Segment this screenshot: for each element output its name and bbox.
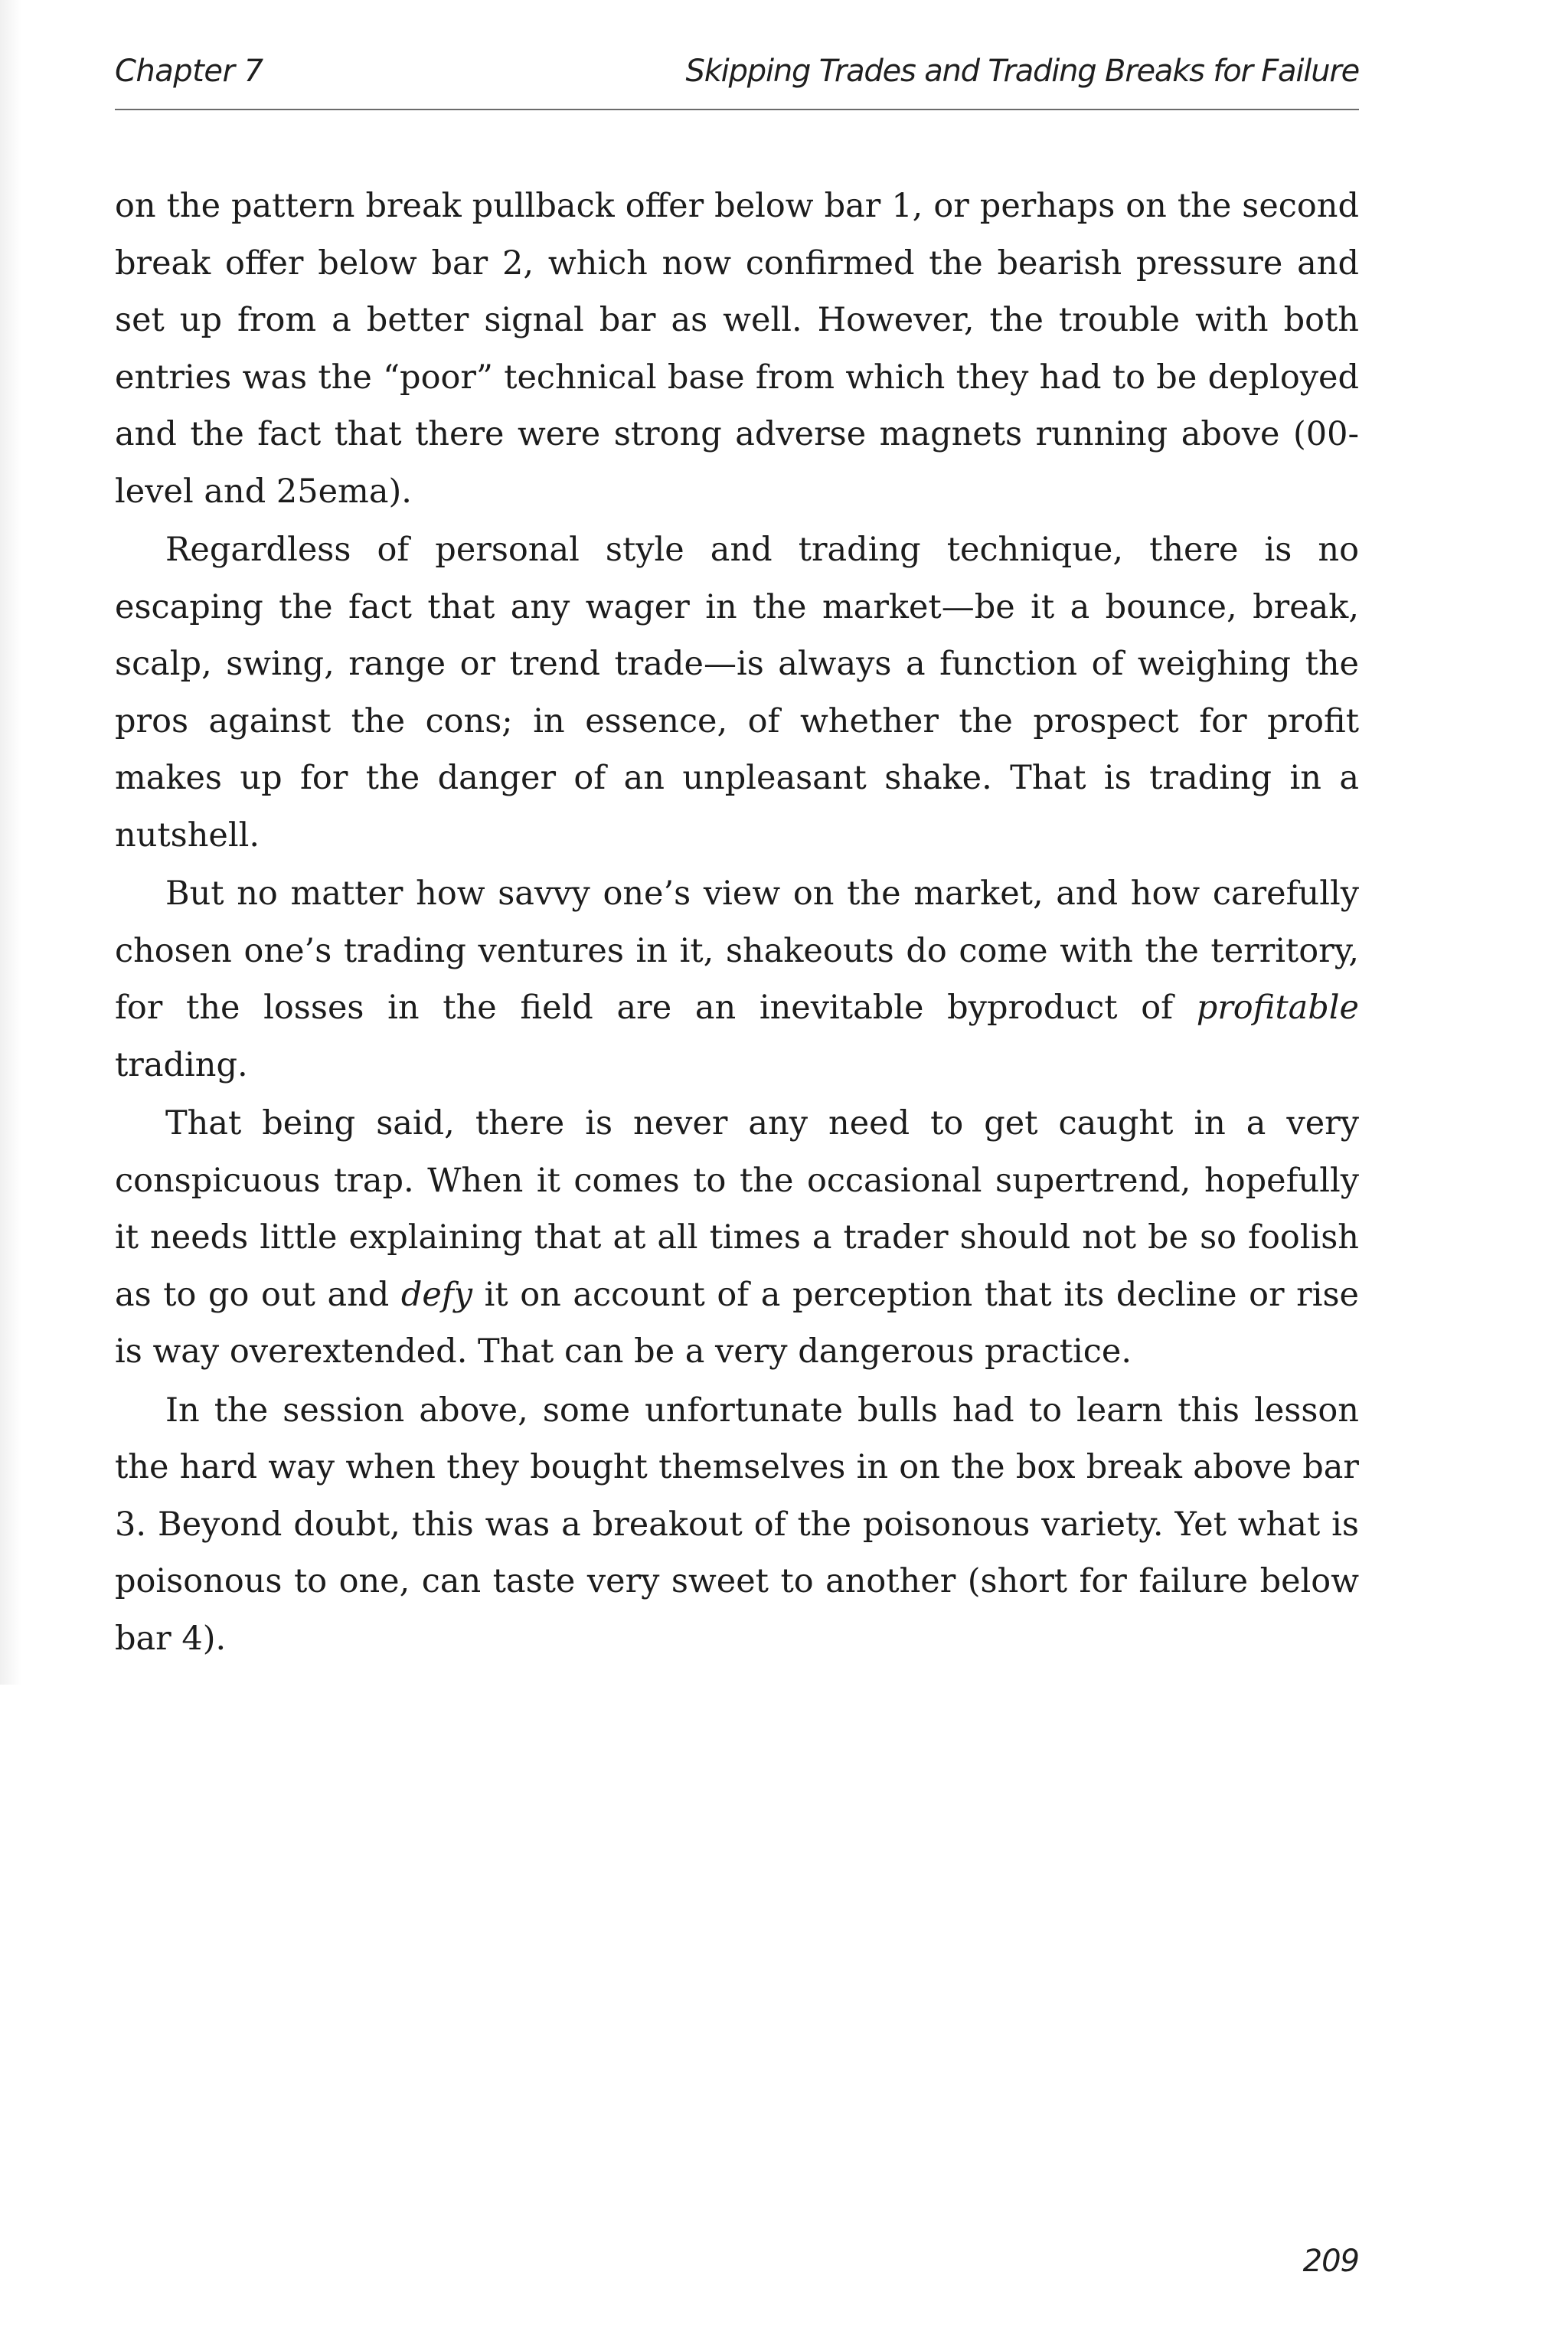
chapter-title: Skipping Trades and Trading Breaks for Failure — [685, 54, 1359, 89]
page-edge-shadow — [0, 0, 21, 1685]
paragraph-5: In the session above, some unfortunate bulls had to learn this lesson the hard way when they bought themselves in on the box break above bar 3. Beyond doubt, this was a breakout of the poisonous variety. Yet what is poisonous to one, can taste very sweet to another (short for failure below bar 4). — [115, 1391, 1359, 1658]
paragraph-3-text-after: trading. — [115, 1045, 248, 1084]
paragraph-4 — [115, 1095, 1359, 1381]
paragraph-4-text-before: That being said, there is never any need to get caught in a very conspicuous trap. When it comes to the occasional supertrend, hopefully it needs little explaining that at all times a trader should not be so foolish as to go out and — [115, 1104, 1359, 1314]
paragraph-4-text-after: it on account of a perception that its decline or rise is way overextended. That can be a very dangerous practice. — [115, 1275, 1359, 1371]
emphasis-defy: defy — [400, 1275, 473, 1314]
paragraph-2: Regardless of personal style and trading technique, there is no escaping the fact that any wager in the market—be it a bounce, break, scalp, swing, range or trend trade—is always a function of weighing the pros against the cons; in essence, of whether the prospect for profit makes up for the danger of an unpleasant shake. That is trading in a nutshell. — [115, 531, 1359, 855]
paragraph-3 — [115, 865, 1359, 1093]
chapter-label: Chapter 7 — [115, 54, 263, 89]
paragraph-1: on the pattern break pullback offer below bar 1, or perhaps on the second break offer below bar 2, which now confirmed the bearish pressure and set up from a better signal bar as well. However, the trouble with both entries was the “poor” technical base from which they had to be deployed and the fact that there were strong adverse magnets running above (00-level and 25ema). — [115, 187, 1359, 511]
running-header — [115, 47, 1359, 110]
page-number: 209 — [1302, 2244, 1359, 2279]
paragraph-3-text-before: But no matter how savvy one’s view on the market, and how carefully chosen one’s trading ventures in it, shakeouts do come with the territory, for the losses in the field are an inevitable byproduct of — [115, 874, 1359, 1027]
emphasis-profitable: profitable — [1196, 989, 1359, 1027]
body-text — [115, 178, 1359, 1669]
